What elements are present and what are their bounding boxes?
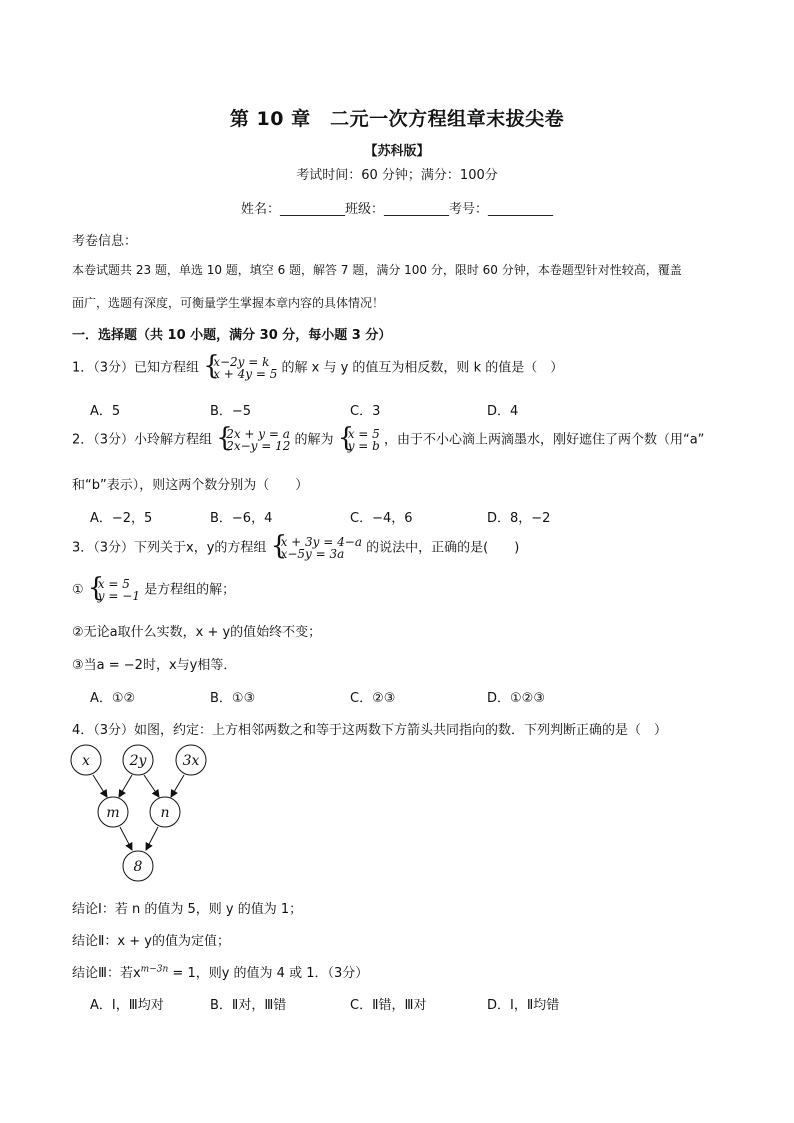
q2-line-2: 和“b”表示），则这两个数分别为（ ） (72, 478, 309, 493)
q2-eq-2: 2x−y = 12 (226, 439, 291, 453)
q2-equation-system: { 2x + y = a 2x−y = 12 (216, 423, 291, 453)
arrow-x-to-m (93, 775, 107, 797)
arrow-2y-to-m (119, 775, 132, 797)
q2-mid: 的解为 (294, 432, 334, 448)
q2-suffix: ，由于不小心滴上两滴墨水，刚好遮住了两个数（用“a” (383, 432, 705, 448)
q3-s1-eq-1: x = 5 (97, 577, 130, 591)
node-2y-label: 2y (129, 753, 147, 769)
q1-option-b[interactable]: B．−5 (210, 404, 252, 419)
info-line-2: 面广，选题有深度，可衡量学生掌握本章内容的具体情况！ (72, 296, 385, 310)
q4-option-a[interactable]: A．Ⅰ，Ⅲ均对 (90, 998, 164, 1013)
q3-s1-suffix: 是方程组的解； (144, 582, 236, 598)
q1-suffix: 的解 x 与 y 的值互为相反数，则 k 的值是（ ） (281, 360, 564, 376)
q3-s1-marker: ① (72, 582, 84, 598)
arrow-diagram (60, 738, 220, 890)
q4-c3-prefix: 结论Ⅲ：若x (72, 966, 141, 981)
q2-sol-2: y = b (347, 439, 380, 453)
exam-meta: 考试时间：60 分钟；满分：100分 (296, 168, 498, 183)
page-title: 第 10 章 二元一次方程组章末拔尖卷 (229, 108, 565, 130)
node-n-label: n (160, 805, 170, 821)
q4-conclusion-2: 结论Ⅱ：x + y的值为定值； (72, 934, 230, 949)
q3-eq-1: x + 3y = 4−a (280, 535, 362, 549)
student-info-line: 姓名：__________班级：__________考号：__________ (240, 202, 553, 217)
q2-option-b[interactable]: B．−6，4 (210, 511, 273, 526)
q3-statement-1 (72, 573, 236, 603)
q1-prefix: 1．（3分）已知方程组 (72, 360, 200, 376)
section-heading: 一．选择题（共 10 小题，满分 30 分，每小题 3 分） (72, 328, 392, 343)
q1-option-c[interactable]: C．3 (350, 404, 381, 419)
q3-s1-system: { x = 5 y = −1 (87, 573, 140, 603)
q1-eq-2: x + 4y = 5 (213, 367, 278, 381)
q2-sol-1: x = 5 (347, 427, 380, 441)
question-1 (72, 351, 564, 381)
arrow-2y-to-n (144, 775, 159, 797)
edition-label: 【苏科版】 (364, 144, 430, 159)
question-4: 4．（3分）如图，约定：上方相邻两数之和等于这两数下方箭头共同指向的数．下列判断正确的是（ ） (72, 723, 668, 738)
q3-statement-2: ②无论a取什么实数，x + y的值始终不变； (72, 625, 322, 640)
q2-option-c[interactable]: C．−4，6 (350, 511, 413, 526)
question-3 (72, 531, 520, 561)
q1-equation-system: { x−2y = k x + 4y = 5 (203, 351, 278, 381)
q2-prefix: 2．（3分）小玲解方程组 (72, 432, 213, 448)
q4-option-c[interactable]: C．Ⅱ错，Ⅲ对 (350, 998, 427, 1013)
q2-option-d[interactable]: D．8，−2 (487, 511, 551, 526)
arrow-3x-to-n (171, 775, 184, 797)
q3-prefix: 3．（3分）下列关于x，y的方程组 (72, 540, 267, 556)
q4-c3-exponent: m−3n (140, 964, 169, 975)
q1-eq-1: x−2y = k (213, 355, 270, 369)
node-3x-label: 3x (182, 753, 200, 769)
q3-eq-2: x−5y = 3a (280, 547, 345, 561)
q4-conclusion-3 (72, 962, 368, 981)
q3-statement-3: ③当a = −2时，x与y相等． (72, 658, 237, 673)
q3-s1-eq-2: y = −1 (97, 589, 140, 603)
q3-option-a[interactable]: A．①② (90, 691, 136, 706)
q3-option-b[interactable]: B．①③ (210, 691, 256, 706)
arrow-n-to-8 (146, 827, 158, 850)
q2-solution-system: { x = 5 y = b (337, 423, 380, 453)
q1-option-a[interactable]: A．5 (90, 404, 121, 419)
q1-option-d[interactable]: D．4 (487, 404, 519, 419)
question-2 (72, 423, 705, 453)
q4-c3-suffix: = 1，则y 的值为 4 或 1．（3分） (168, 966, 369, 981)
q4-option-d[interactable]: D．Ⅰ，Ⅱ均错 (487, 998, 560, 1013)
q3-option-d[interactable]: D．①②③ (487, 691, 545, 706)
q3-suffix: 的说法中，正确的是( ) (366, 540, 520, 556)
q3-equation-system: { x + 3y = 4−a x−5y = 3a (270, 531, 362, 561)
q2-option-a[interactable]: A．−2，5 (90, 511, 153, 526)
arrow-m-to-8 (120, 827, 132, 850)
info-line-1: 本卷试题共 23 题，单选 10 题，填空 6 题，解答 7 题，满分 100 分，限时 60 分钟，本卷题型针对性较高，覆盖 (72, 263, 682, 277)
q3-option-c[interactable]: C．②③ (350, 691, 396, 706)
node-x-label: x (82, 753, 90, 769)
q4-option-b[interactable]: B．Ⅱ对，Ⅲ错 (210, 998, 287, 1013)
node-8-label: 8 (133, 859, 143, 875)
info-heading: 考卷信息： (72, 234, 138, 249)
node-m-label: m (106, 805, 120, 821)
q2-eq-1: 2x + y = a (226, 427, 290, 441)
q4-conclusion-1: 结论Ⅰ：若 n 的值为 5，则 y 的值为 1； (72, 902, 303, 917)
